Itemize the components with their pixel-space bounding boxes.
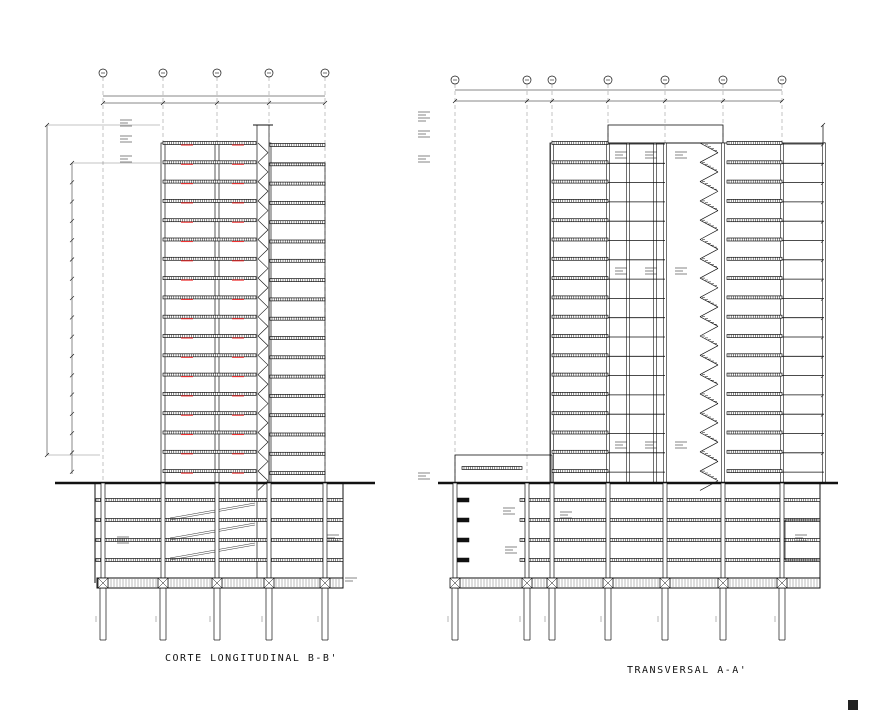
level-tag-podium bbox=[418, 473, 430, 479]
pile bbox=[716, 588, 726, 640]
basement-beam bbox=[457, 558, 469, 562]
basement-slab bbox=[520, 499, 820, 502]
basement-slab bbox=[96, 539, 343, 542]
basement-column bbox=[663, 483, 667, 578]
floor-slab bbox=[552, 335, 608, 338]
axis-marker bbox=[604, 76, 612, 84]
floor-slab bbox=[727, 470, 782, 473]
floor-slab bbox=[163, 392, 256, 395]
basement-slab bbox=[96, 499, 343, 502]
floor-slab bbox=[727, 257, 782, 260]
ramp-line bbox=[170, 525, 255, 540]
floor-slab bbox=[163, 354, 256, 357]
room-note bbox=[615, 152, 627, 158]
floor-slab bbox=[552, 373, 608, 376]
floor-slab bbox=[552, 257, 608, 260]
stair-flight bbox=[700, 413, 718, 423]
tower-column bbox=[823, 143, 826, 483]
pile bbox=[262, 588, 272, 640]
pile bbox=[448, 588, 458, 640]
floor-slab bbox=[163, 296, 256, 299]
pile bbox=[545, 588, 555, 640]
floor-slab bbox=[163, 450, 256, 453]
basement-beam bbox=[457, 538, 469, 542]
basement-slab bbox=[96, 519, 343, 522]
room-note bbox=[675, 442, 687, 448]
basement-column bbox=[606, 483, 610, 578]
axis-marker bbox=[523, 76, 531, 84]
floor-slab bbox=[163, 470, 256, 473]
stair-flight bbox=[700, 201, 718, 211]
floor-slab bbox=[163, 335, 256, 338]
floor-slab bbox=[552, 238, 608, 241]
floor-slab-right bbox=[270, 201, 325, 204]
podium-slab bbox=[462, 467, 522, 470]
stair-flight bbox=[700, 191, 718, 201]
stair-flight bbox=[700, 365, 718, 375]
floor-slab-right bbox=[270, 182, 325, 185]
floor-slab bbox=[552, 450, 608, 453]
floor-slab bbox=[552, 392, 608, 395]
floor-slab bbox=[163, 219, 256, 222]
floor-slab-right bbox=[270, 240, 325, 243]
level-tag-machine-room bbox=[418, 131, 430, 137]
stair-flight bbox=[700, 220, 718, 230]
floor-slab bbox=[727, 199, 782, 202]
floor-slab bbox=[163, 238, 256, 241]
floor-slab bbox=[552, 431, 608, 434]
stair-flight bbox=[700, 461, 718, 471]
stair-flight bbox=[700, 404, 718, 414]
basement-slab bbox=[520, 559, 820, 562]
floor-slab-right bbox=[270, 259, 325, 262]
corner-marker bbox=[848, 700, 858, 710]
floor-slab bbox=[552, 470, 608, 473]
floor-slab bbox=[552, 199, 608, 202]
floor-slab bbox=[163, 431, 256, 434]
stair-flight bbox=[700, 278, 718, 288]
axis-marker bbox=[661, 76, 669, 84]
floor-slab bbox=[163, 199, 256, 202]
ramp-line bbox=[170, 505, 255, 520]
floor-slab-right bbox=[270, 144, 325, 147]
section-title-transversal: TRANSVERSAL A-A' bbox=[627, 665, 748, 676]
floor-slab bbox=[727, 219, 782, 222]
floor-slab bbox=[727, 161, 782, 164]
stair-flight bbox=[700, 423, 718, 433]
basement-slab bbox=[520, 519, 820, 522]
stair-flight bbox=[700, 249, 718, 259]
stair-flight bbox=[700, 172, 718, 182]
tower-column bbox=[722, 143, 725, 483]
basement-note bbox=[505, 547, 517, 553]
basement-column bbox=[101, 483, 105, 578]
floor-slab-right bbox=[270, 317, 325, 320]
stair-flight bbox=[700, 394, 718, 404]
axis-marker bbox=[265, 69, 273, 77]
floor-slab bbox=[552, 180, 608, 183]
section-title-longitudinal: CORTE LONGITUDINAL B-B' bbox=[165, 653, 338, 664]
basement-column bbox=[550, 483, 554, 578]
stair-flight bbox=[700, 230, 718, 240]
ramp-line bbox=[170, 523, 255, 538]
floor-slab bbox=[163, 373, 256, 376]
tower-column bbox=[654, 143, 657, 483]
basement-note bbox=[560, 512, 572, 518]
floor-slab bbox=[727, 315, 782, 318]
stair-flight bbox=[700, 355, 718, 365]
room-note bbox=[675, 152, 687, 158]
floor-slab-right bbox=[270, 279, 325, 282]
pile bbox=[520, 588, 530, 640]
floor-slab bbox=[552, 277, 608, 280]
axis-marker bbox=[451, 76, 459, 84]
floor-slab-right bbox=[270, 394, 325, 397]
floor-slab bbox=[727, 335, 782, 338]
floor-slab bbox=[552, 412, 608, 415]
ramp-line bbox=[170, 503, 255, 518]
floor-slab bbox=[552, 315, 608, 318]
floor-slab-right bbox=[270, 221, 325, 224]
stair-flight bbox=[700, 143, 718, 153]
stair-flight bbox=[700, 336, 718, 346]
basement-column bbox=[721, 483, 725, 578]
basement-slab bbox=[96, 559, 343, 562]
level-tag-roof bbox=[418, 112, 430, 121]
stair-flight bbox=[700, 153, 718, 163]
axis-marker bbox=[99, 69, 107, 77]
level-tag-top-slab bbox=[120, 156, 132, 162]
roof-volume bbox=[608, 125, 723, 143]
floor-slab-right bbox=[270, 414, 325, 417]
floor-slab bbox=[727, 238, 782, 241]
room-note bbox=[615, 268, 627, 274]
stair-flight bbox=[700, 288, 718, 298]
basement-slab bbox=[520, 539, 820, 542]
floor-slab bbox=[727, 431, 782, 434]
stair-flight bbox=[700, 162, 718, 172]
stair-flight bbox=[700, 240, 718, 250]
stair-flight bbox=[700, 326, 718, 336]
level-tag-machine-room bbox=[120, 136, 132, 142]
floor-slab bbox=[727, 412, 782, 415]
stair-flight bbox=[700, 268, 718, 278]
basement-column bbox=[267, 483, 271, 578]
floor-slab bbox=[163, 412, 256, 415]
floor-slab bbox=[552, 296, 608, 299]
level-tag-top-slab bbox=[418, 156, 430, 162]
ramp-line bbox=[170, 543, 255, 558]
axis-marker bbox=[719, 76, 727, 84]
stair-flight bbox=[700, 317, 718, 327]
floor-slab bbox=[163, 161, 256, 164]
pile bbox=[318, 588, 328, 640]
transversal-section-a-a bbox=[418, 76, 838, 640]
room-note bbox=[615, 442, 627, 448]
basement-column bbox=[525, 483, 529, 578]
floor-slab bbox=[163, 142, 256, 145]
floor-slab-right bbox=[270, 356, 325, 359]
axis-marker bbox=[321, 69, 329, 77]
stair-flight bbox=[700, 384, 718, 394]
floor-slab-right bbox=[270, 472, 325, 475]
stair-flight bbox=[700, 452, 718, 462]
floor-slab bbox=[552, 354, 608, 357]
stair-flight bbox=[700, 307, 718, 317]
pile bbox=[96, 588, 106, 640]
axis-marker bbox=[548, 76, 556, 84]
floor-slab bbox=[552, 219, 608, 222]
floor-slab bbox=[727, 180, 782, 183]
basement-column bbox=[161, 483, 165, 578]
pile bbox=[775, 588, 785, 640]
floor-slab bbox=[552, 142, 608, 145]
dimension-chain-floors bbox=[70, 161, 74, 474]
floor-slab bbox=[727, 373, 782, 376]
stair-flight bbox=[700, 433, 718, 443]
stair-flight bbox=[700, 375, 718, 385]
pile bbox=[156, 588, 166, 640]
axis-marker bbox=[778, 76, 786, 84]
floor-slab bbox=[727, 450, 782, 453]
floor-slab bbox=[727, 277, 782, 280]
basement-column bbox=[323, 483, 327, 578]
floor-slab-right bbox=[270, 433, 325, 436]
axis-marker bbox=[213, 69, 221, 77]
floor-slab-right bbox=[270, 298, 325, 301]
floor-slab bbox=[163, 180, 256, 183]
floor-slab bbox=[163, 277, 256, 280]
stair-flight bbox=[700, 297, 718, 307]
pile bbox=[210, 588, 220, 640]
basement-beam bbox=[457, 498, 469, 502]
basement-column bbox=[453, 483, 457, 578]
basement-beam bbox=[457, 518, 469, 522]
pile bbox=[601, 588, 611, 640]
stair-flight bbox=[700, 211, 718, 221]
room-note bbox=[675, 268, 687, 274]
floor-slab bbox=[727, 296, 782, 299]
axis-marker bbox=[159, 69, 167, 77]
basement-column bbox=[215, 483, 219, 578]
basement-note bbox=[503, 508, 515, 514]
tower-column bbox=[664, 143, 667, 483]
stair-flight bbox=[700, 346, 718, 356]
dimension-chain-total bbox=[45, 123, 49, 457]
stair-flight bbox=[700, 182, 718, 192]
stair-flight bbox=[700, 471, 718, 481]
foundation-note bbox=[345, 578, 357, 581]
foundation-slab bbox=[455, 578, 820, 588]
floor-slab-right bbox=[270, 375, 325, 378]
floor-slab bbox=[163, 257, 256, 260]
longitudinal-section-b-b bbox=[45, 69, 375, 640]
stair-flight bbox=[700, 259, 718, 269]
stair-flight bbox=[700, 442, 718, 452]
basement-column bbox=[780, 483, 784, 578]
floor-slab bbox=[727, 142, 782, 145]
floor-slab-right bbox=[270, 337, 325, 340]
ramp-line bbox=[170, 545, 255, 560]
floor-slab-right bbox=[270, 452, 325, 455]
floor-slab bbox=[163, 315, 256, 318]
floor-slab bbox=[727, 392, 782, 395]
floor-slab bbox=[552, 161, 608, 164]
floor-slab bbox=[727, 354, 782, 357]
tower-column bbox=[627, 143, 630, 483]
pile bbox=[658, 588, 668, 640]
